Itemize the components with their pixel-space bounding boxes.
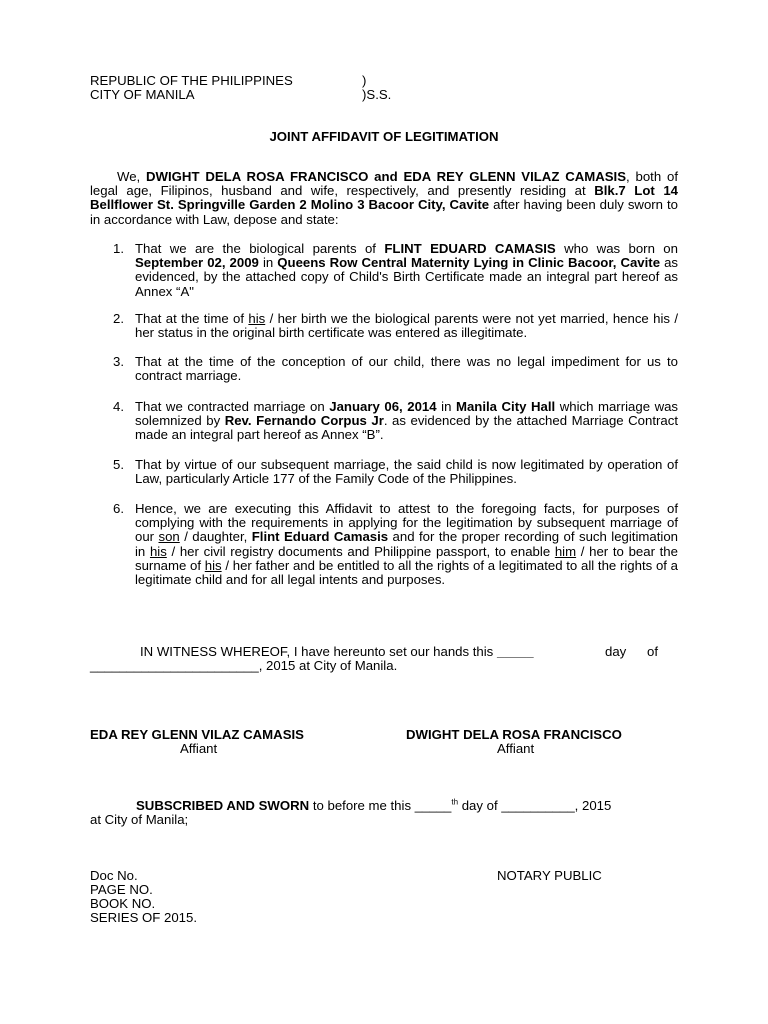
witness-day: day [605, 644, 627, 659]
item-number: 6. [113, 501, 124, 516]
item-text [135, 400, 678, 443]
item-text-part: That at the time of the conception of our child, there was no legal impediment for us to contract marriage. [135, 354, 678, 384]
header-paren: ) [362, 73, 367, 88]
item-text [135, 242, 678, 299]
item-text-part: / her father and be entitled to all the rights of a legitimated to all the rights of a legitimate child and for all legal intents and purposes. [135, 557, 678, 588]
list-item [108, 400, 678, 443]
list-item [108, 355, 678, 383]
list-item [108, 312, 678, 340]
child-name: FLINT EDUARD CAMASIS [384, 241, 556, 256]
intro-names: DWIGHT DELA ROSA FRANCISCO and EDA REY GLENN VILAZ CAMASIS [146, 169, 627, 184]
ordinal-suffix: th [451, 797, 459, 807]
subscribed-text: to before me this _____ [309, 798, 452, 813]
item-text-part: . as evidenced by the attached Marriage Contract made an integral part hereof as Annex “B”. [135, 413, 678, 443]
marriage-place: Manila City Hall [455, 399, 556, 414]
witness-of: of [647, 644, 658, 659]
item-number: 3. [113, 354, 124, 369]
item-number: 5. [113, 457, 124, 472]
item-text-part: as evidenced, by the attached copy of Child's Birth Certificate made an integral part hereof as Annex “A" [135, 255, 678, 299]
birth-place: Queens Row Central Maternity Lying in Clinic Bacoor, Cavite [277, 255, 661, 271]
item-number: 2. [113, 311, 124, 326]
witness-line2: _______________________, 2015 at City of Manila. [90, 658, 398, 673]
subscribed-line2: at City of Manila; [90, 812, 189, 827]
underlined-word: his [204, 557, 222, 573]
notary-public: NOTARY PUBLIC [497, 868, 602, 883]
subscribed-text: day of __________, 2015 [458, 798, 612, 813]
series: SERIES OF 2015. [90, 910, 198, 925]
item-text-part: / daughter, [179, 529, 252, 545]
item-text-part: which marriage was solemnized by [135, 399, 679, 429]
underlined-word: his [248, 311, 266, 326]
underlined-word: son [158, 529, 180, 545]
item-text [135, 502, 678, 587]
subscribed-line1 [136, 799, 611, 813]
intro-text2: after having been duly sworn to in accordance with Law, depose and state: [90, 197, 679, 227]
list-item [108, 502, 678, 587]
witness-text: IN WITNESS WHEREOF, I have hereunto set our hands this [140, 644, 497, 659]
intro-text1: both of legal age, Filipinos, husband and wife, respectively, and presently residing at [90, 169, 678, 199]
item-text-part: That by virtue of our subsequent marriage, the said child is now legitimated by operation of Law, particularly Article 177 of the Family Code of the Philippines. [135, 457, 678, 487]
document-title: JOINT AFFIDAVIT OF LEGITIMATION [269, 129, 499, 144]
item-text [135, 458, 678, 486]
page-no: PAGE NO. [90, 882, 153, 897]
list-item [108, 458, 678, 486]
underlined-word: his [149, 543, 167, 559]
item-text-part: That we are the biological parents of [135, 241, 385, 256]
intro-paragraph [90, 170, 678, 227]
item-number: 4. [113, 399, 124, 414]
book-no: BOOK NO. [90, 896, 156, 911]
birth-date: September 02, 2009 [135, 255, 259, 271]
intro-comma: , [626, 169, 630, 184]
item-text-part: That we contracted marriage on [135, 399, 330, 414]
item-text-part: / her civil registry documents and Philippine passport, to enable [166, 543, 555, 559]
item-text-part: and for the proper recording of such legitimation in [135, 529, 678, 559]
child-name: Flint Eduard Camasis [251, 529, 389, 545]
marriage-date: January 06, 2014 [329, 399, 437, 414]
list-item [108, 242, 678, 299]
item-text-part: That at the time of [135, 311, 249, 326]
subscribed-bold: SUBSCRIBED AND SWORN [136, 798, 310, 813]
doc-no: Doc No. [90, 868, 138, 883]
affiant-right-name: DWIGHT DELA ROSA FRANCISCO [406, 727, 622, 742]
affiant-left-role: Affiant [180, 741, 218, 756]
header-ss: )S.S. [362, 87, 392, 102]
intro-address: Blk.7 Lot 14 Bellflower St. Springville Garden 2 Molino 3 Bacoor City, Cavite [90, 183, 678, 213]
item-text-part: Hence, we are executing this Affidavit to attest to the foregoing facts, for purposes of complying with the requirements in applying for the legitimation by subsequent marriage of our [135, 501, 678, 545]
officiant-name: Rev. Fernando Corpus Jr [224, 413, 384, 429]
item-text [135, 312, 678, 340]
item-text [135, 355, 678, 383]
item-number: 1. [113, 241, 124, 256]
item-text-part: who was born on [555, 241, 678, 256]
underlined-word: him [554, 543, 577, 559]
item-text-part: in [258, 255, 278, 271]
affiant-right-role: Affiant [497, 741, 535, 756]
item-text-part: / her to bear the surname of [135, 543, 678, 573]
header-city: CITY OF MANILA [90, 87, 195, 102]
header-republic: REPUBLIC OF THE PHILIPPINES [90, 73, 293, 88]
item-text-part: / her birth we the biological parents were not yet married, hence his / her status in the original birth certificate was entered as illegitimate. [135, 311, 678, 341]
day-blank: _____ [496, 644, 534, 659]
item-text-part: in [436, 399, 456, 414]
affiant-left-name: EDA REY GLENN VILAZ CAMASIS [90, 727, 304, 742]
intro-we: We, [117, 169, 147, 184]
